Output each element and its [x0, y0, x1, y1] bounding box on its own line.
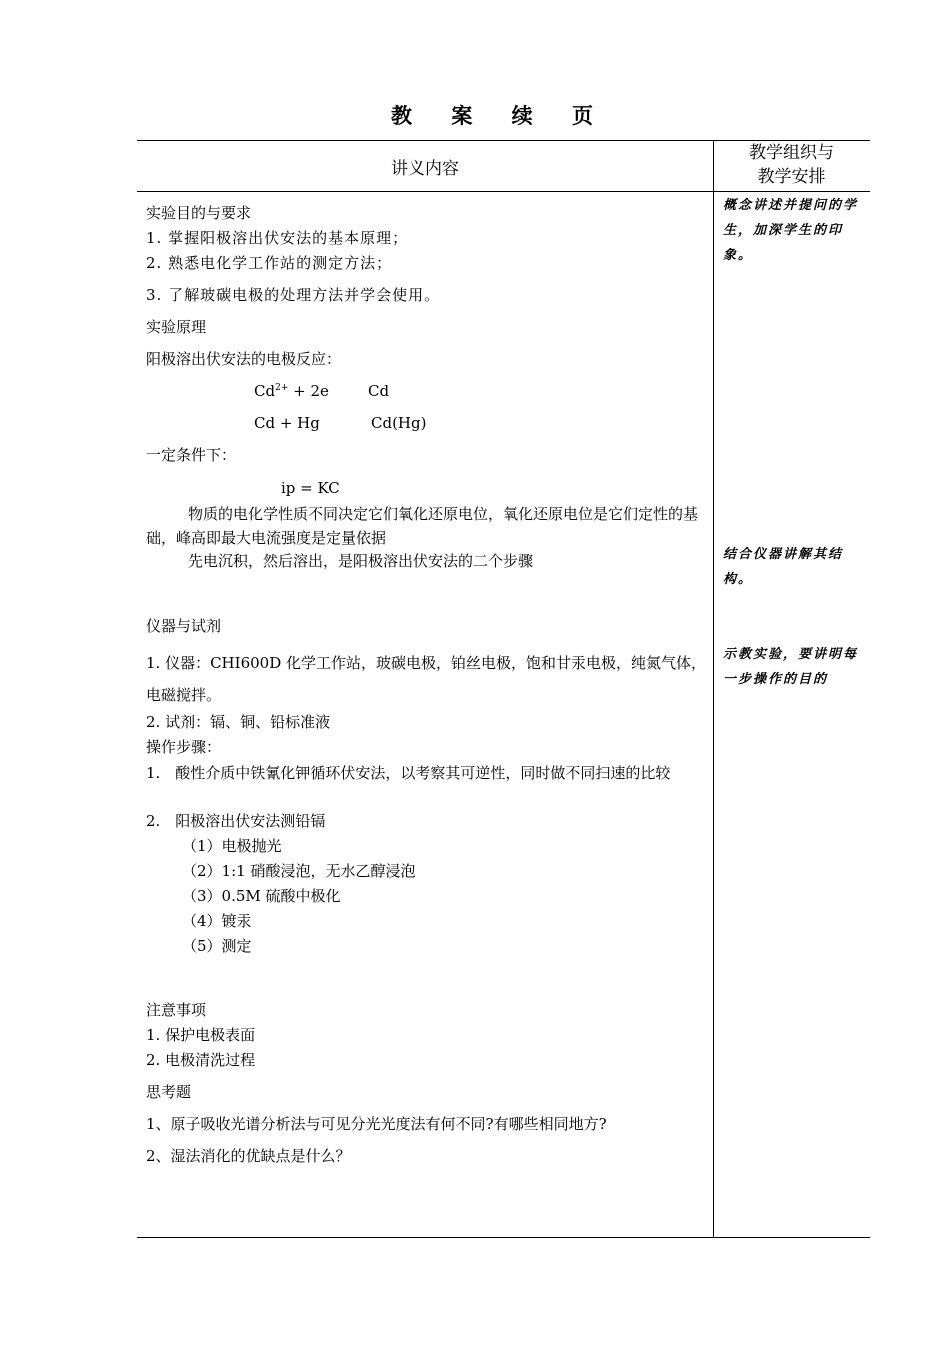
page-title: 教 案 续 页 — [391, 103, 609, 128]
instruments-item-1: 1. 仪器：CHI600D 化学工作站，玻碳电极，铂丝电极，饱和甘汞电极，纯氮气体，电磁搅拌。 — [146, 654, 706, 704]
header-right-line-2: 教学安排 — [757, 167, 826, 187]
eq1-cd: Cd — [254, 382, 276, 400]
header-lecture-content: 讲义内容 — [391, 158, 459, 179]
equation-1-left — [254, 381, 329, 401]
caution-item-1: 1. 保护电极表面 — [146, 1026, 256, 1044]
teaching-note-2: 结合仪器讲解其结构。 — [723, 547, 844, 587]
step-1: 1. 酸性介质中铁氰化钾循环伏安法，以考察其可逆性，同时做不同扫速的比较 — [146, 764, 671, 782]
table-bottom-rule — [137, 1237, 870, 1238]
instruments-item-2: 2. 试剂：镉、铜、铅标准液 — [146, 713, 331, 731]
step-2: 2. 阳极溶出伏安法测铅镉 — [146, 812, 326, 830]
substep-2: （2）1:1 硝酸浸泡，无水乙醇浸泡 — [182, 862, 416, 880]
principle-paragraph-1: 物质的电化学性质不同决定它们氧化还原电位，氧化还原电位是它们定性的基础，峰高即最大电流强度是定量依据 — [146, 505, 699, 547]
purpose-item-3: 3. 了解玻碳电极的处理方法并学会使用。 — [146, 286, 441, 304]
condition-text: 一定条件下： — [146, 446, 237, 464]
header-right-line-1: 教学组织与 — [749, 143, 834, 163]
reaction-intro: 阳极溶出伏安法的电极反应： — [146, 350, 342, 368]
header-bottom-rule — [137, 191, 870, 192]
steps-heading: 操作步骤： — [146, 738, 222, 756]
substep-1: （1）电极抛光 — [182, 837, 282, 855]
substep-4: （4）镀汞 — [182, 912, 252, 930]
purpose-heading: 实验目的与要求 — [146, 204, 252, 222]
formula-ip-kc: ip = KC — [281, 479, 340, 497]
cautions-heading: 注意事项 — [146, 1001, 207, 1019]
header-teaching-arrangement — [714, 141, 869, 191]
purpose-item-1: 1. 掌握阳极溶出伏安法的基本原理； — [146, 229, 409, 247]
caution-item-2: 2. 电极清洗过程 — [146, 1051, 256, 1069]
equation-1-right: Cd — [368, 382, 390, 400]
question-item-1: 1、原子吸收光谱分析法与可见分光光度法有何不同?有哪些相同地方? — [146, 1115, 607, 1133]
column-divider — [713, 140, 714, 1238]
questions-heading: 思考题 — [146, 1083, 192, 1101]
teaching-note-3: 示教实验，要讲明每一步操作的目的 — [723, 647, 859, 687]
equation-2-left: Cd + Hg — [254, 414, 320, 432]
purpose-item-2: 2. 熟悉电化学工作站的测定方法； — [146, 254, 393, 272]
substep-3: （3）0.5M 硫酸中极化 — [182, 887, 341, 905]
eq1-electrons: + 2e — [288, 382, 329, 400]
substep-5: （5）测定 — [182, 937, 252, 955]
teaching-note-1: 概念讲述并提问的学生，加深学生的印象。 — [723, 198, 859, 263]
eq1-charge: 2+ — [275, 383, 289, 393]
principle-paragraph-2: 先电沉积，然后溶出，是阳极溶出伏安法的二个步骤 — [188, 552, 534, 570]
principle-heading: 实验原理 — [146, 318, 207, 336]
instruments-heading: 仪器与试剂 — [146, 617, 222, 635]
equation-2-right: Cd(Hg) — [371, 414, 427, 432]
question-item-2: 2、湿法消化的优缺点是什么？ — [146, 1147, 351, 1165]
